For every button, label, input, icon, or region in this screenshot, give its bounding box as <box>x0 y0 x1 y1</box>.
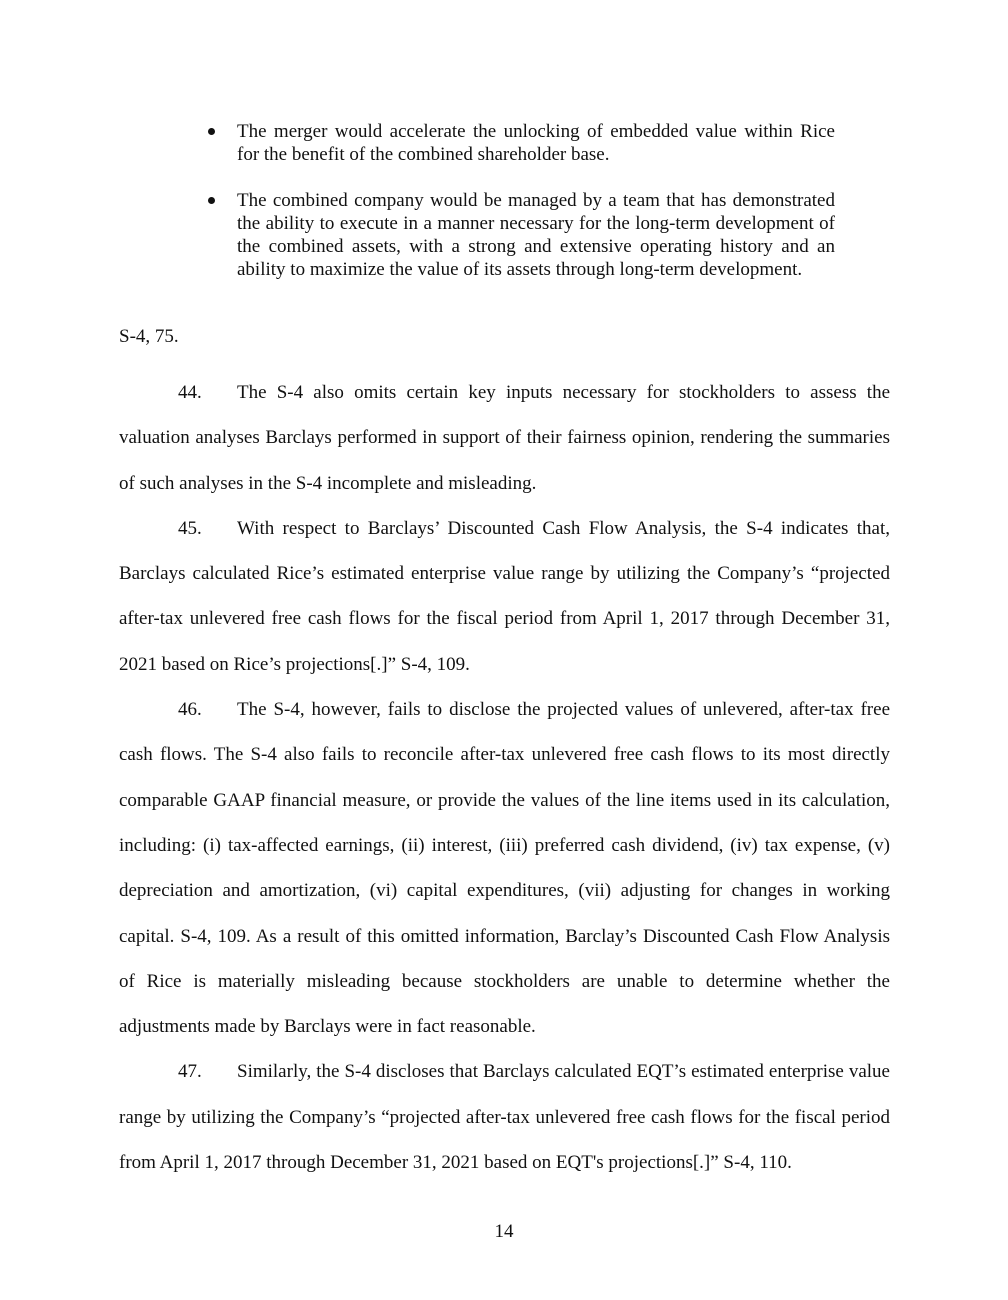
bullet-item <box>205 120 835 166</box>
bullet-text: The combined company would be managed by a team that has demonstrated the ability to execute in a manner necessary for the long-term development of the combined assets, with a strong and extensive operating history and an ability to maximize the value of its assets through long-term development. <box>237 190 835 280</box>
paragraph-number: 47. <box>178 1061 202 1083</box>
paragraph-46 <box>119 687 890 1049</box>
paragraph-text: Similarly, the S-4 discloses that Barclays calculated EQT’s estimated enterprise value range by utilizing the Company’s “projected after-tax unlevered free cash flows for the fiscal period from April 1, 2017 through December 31, 2021 based on EQT's projections[.]” S-4, 110. <box>119 1061 890 1174</box>
bullet-list <box>205 120 835 304</box>
paragraph-45 <box>119 506 890 687</box>
paragraph-47 <box>119 1049 890 1185</box>
numbered-paragraphs <box>119 370 890 1185</box>
paragraph-number: 46. <box>178 699 202 721</box>
bullet-item <box>205 189 835 281</box>
paragraph-number: 45. <box>178 517 202 539</box>
citation: S-4, 75. <box>119 326 179 347</box>
paragraph-text: With respect to Barclays’ Discounted Cash Flow Analysis, the S-4 indicates that, Barclays calculated Rice’s estimated enterprise value range by utilizing the Company’s “projected after-tax unlevered free cash flows for the fiscal period from April 1, 2017 through December 31, 2021 based on Rice’s projections[.]” S-4, 109. <box>119 517 890 675</box>
bullet-text: The merger would accelerate the unlocking of embedded value within Rice for the benefit of the combined shareholder base. <box>237 121 835 165</box>
paragraph-text: The S-4 also omits certain key inputs necessary for stockholders to assess the valuation analyses Barclays performed in support of their fairness opinion, rendering the summaries of such analyses in the S-4 incomplete and misleading. <box>119 382 890 494</box>
paragraph-text: The S-4, however, fails to disclose the projected values of unlevered, after-tax free cash flows. The S-4 also fails to reconcile after-tax unlevered free cash flows to its most directly comparable GAAP financial measure, or provide the values of the line items used in its calculation, including: (i) tax-affected earnings, (ii) interest, (iii) preferred cash dividend, (iv) tax expense, (v) depreciation and amortization, (vi) capital expenditures, (vii) adjusting for changes in working capital. S-4, 109. As a result of this omitted information, Barclay’s Discounted Cash Flow Analysis of Rice is materially misleading because stockholders are unable to determine whether the adjustments made by Barclays were in fact reasonable. <box>119 699 890 1038</box>
paragraph-number: 44. <box>178 382 202 403</box>
page-number: 14 <box>494 1221 514 1242</box>
paragraph-44 <box>119 370 890 506</box>
